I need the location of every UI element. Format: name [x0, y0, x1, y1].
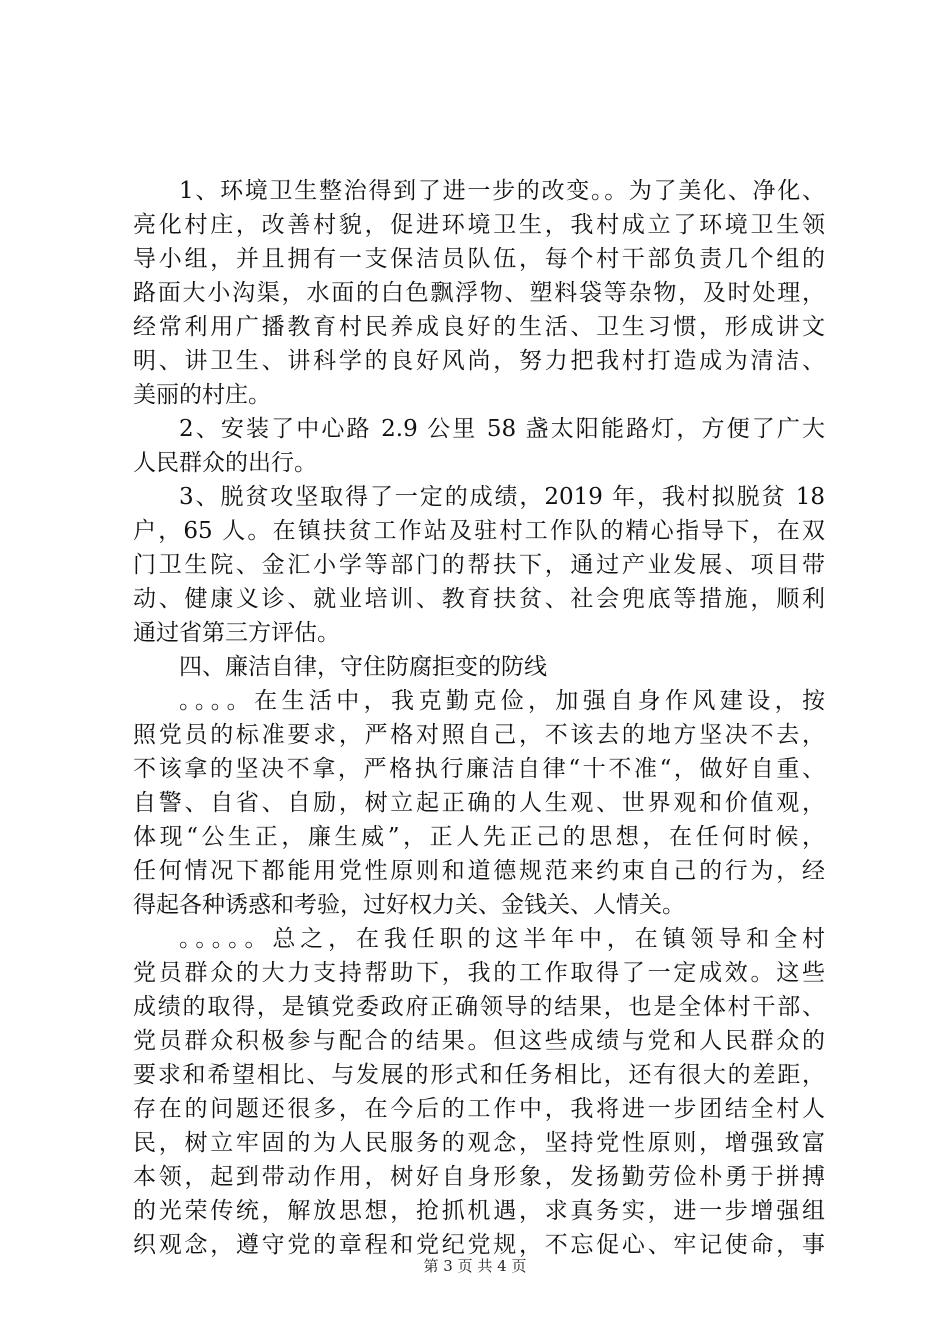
text-line: 任何情况下都能用党性原则和道德规范来约束自己的行为，经 [133, 858, 825, 884]
text-line: 经常利用广播教育村民养成良好的生活、卫生习惯，形成讲文 [133, 314, 825, 340]
text-line: 1、环境卫生整治得到了进一步的改变。。为了美化、净化、 [179, 178, 825, 204]
text-line: 。。。。在生活中，我克勤克俭，加强自身作风建设，按 [179, 688, 825, 714]
text-line: 导小组，并且拥有一支保洁员队伍，每个村干部负责几个组的 [133, 246, 825, 272]
text-line: 要求和希望相比、与发展的形式和任务相比，还有很大的差距， [133, 1062, 825, 1088]
text-line: 明、讲卫生、讲科学的良好风尚，努力把我村打造成为清洁、 [133, 348, 825, 374]
text-line: 本领，起到带动作用，树好自身形象，发扬勤劳俭朴勇于拼搏 [133, 1164, 825, 1190]
text-line: 。。。。。总之，在我任职的这半年中，在镇领导和全村 [179, 926, 825, 952]
section-heading: 四、廉洁自律，守住防腐拒变的防线 [179, 654, 547, 680]
text-line: 党员群众积极参与配合的结果。但这些成绩与党和人民群众的 [133, 1028, 825, 1054]
text-line: 动、健康义诊、就业培训、教育扶贫、社会兜底等措施，顺利 [133, 586, 825, 612]
text-line: 存在的问题还很多，在今后的工作中，我将进一步团结全村人 [133, 1096, 825, 1122]
text-line: 户，65 人。在镇扶贫工作站及驻村工作队的精心指导下，在双 [133, 518, 825, 544]
text-line: 民，树立牢固的为人民服务的观念，坚持党性原则，增强致富 [133, 1130, 825, 1156]
text-line: 成绩的取得，是镇党委政府正确领导的结果，也是全体村干部、 [133, 994, 825, 1020]
text-line: 3、脱贫攻坚取得了一定的成绩，2019 年，我村拟脱贫 18 [179, 484, 825, 510]
text-line: 照党员的标准要求，严格对照自己，不该去的地方坚决不去， [133, 722, 825, 748]
text-line: 体现“公生正，廉生威”，正人先正己的思想，在任何时候， [133, 824, 825, 850]
text-line: 门卫生院、金汇小学等部门的帮扶下，通过产业发展、项目带 [133, 552, 825, 578]
text-line: 2、安装了中心路 2.9 公里 58 盏太阳能路灯，方便了广大 [179, 416, 825, 442]
text-line: 人民群众的出行。 [133, 450, 317, 476]
text-line: 路面大小沟渠，水面的白色飘浮物、塑料袋等杂物，及时处理， [133, 280, 825, 306]
text-line: 自警、自省、自励，树立起正确的人生观、世界观和价值观， [133, 790, 825, 816]
text-line: 得起各种诱惑和考验，过好权力关、金钱关、人情关。 [133, 892, 685, 918]
body-text [133, 174, 825, 1262]
text-line: 美丽的村庄。 [133, 382, 271, 408]
text-line: 不该拿的坚决不拿，严格执行廉洁自律“十不准“，做好自重、 [133, 756, 825, 782]
text-line: 通过省第三方评估。 [133, 620, 340, 646]
text-line: 的光荣传统，解放思想，抢抓机遇，求真务实，进一步增强组 [133, 1198, 825, 1224]
page-number-footer: 第 3 页 共 4 页 [423, 1257, 527, 1275]
text-line: 织观念，遵守党的章程和党纪党规，不忘促心、牢记使命，事 [133, 1232, 825, 1258]
text-line: 亮化村庄，改善村貌，促进环境卫生，我村成立了环境卫生领 [133, 212, 825, 238]
text-line: 党员群众的大力支持帮助下，我的工作取得了一定成效。这些 [133, 960, 825, 986]
